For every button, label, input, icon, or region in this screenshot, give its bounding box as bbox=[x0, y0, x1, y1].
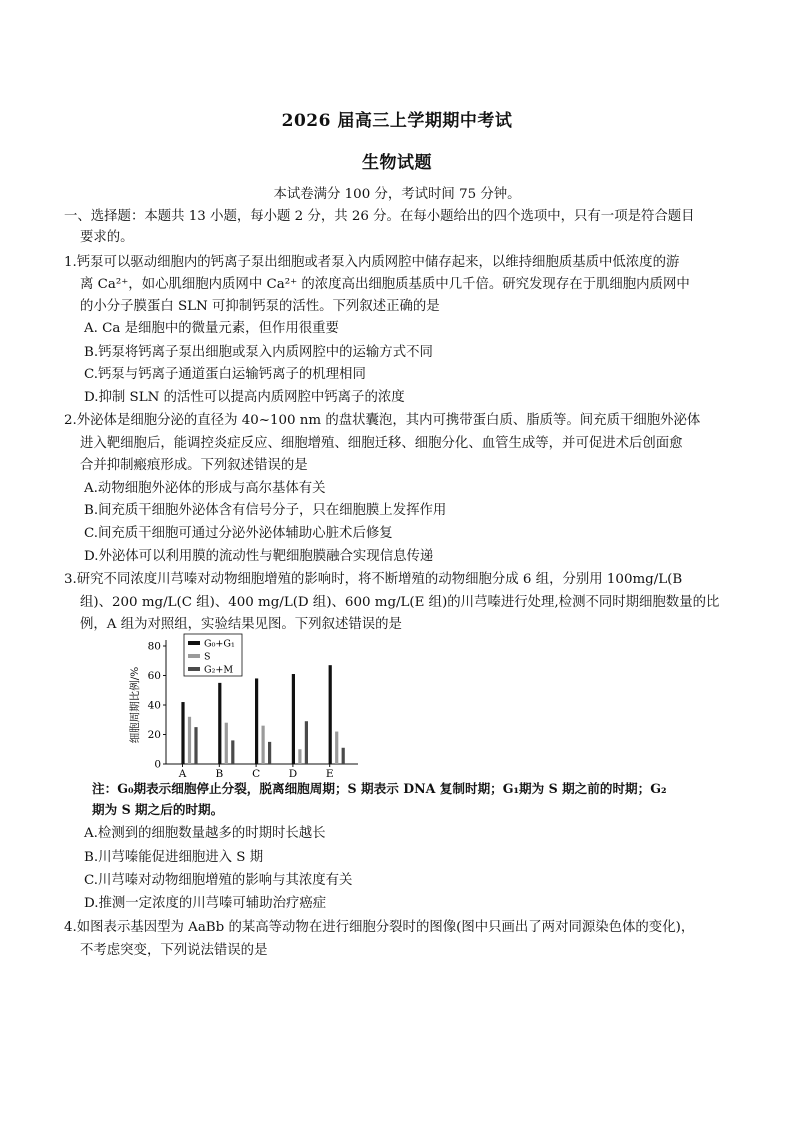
chart-y-axis-label: 细胞周期比例/% bbox=[129, 666, 141, 744]
chart-legend-label: S bbox=[204, 651, 211, 663]
chart-y-tick-label: 80 bbox=[147, 640, 161, 653]
chart-y-tick-label: 20 bbox=[147, 729, 161, 741]
chart-x-tick-label: D bbox=[288, 768, 298, 780]
q2-stem: 2.外泌体是细胞分泌的直径为 40~100 nm 的盘状囊泡，其内可携带蛋白质、脂质等。间充质干细胞外泌体 bbox=[64, 413, 701, 428]
chart-y-tick-label: 40 bbox=[147, 699, 161, 712]
chart-legend-label: G₂+M bbox=[204, 664, 234, 676]
chart-bar bbox=[225, 723, 228, 764]
q1-stem: 的小分子膜蛋白 SLN 可抑制钙泵的活性。下列叙述正确的是 bbox=[80, 299, 440, 314]
chart-x-tick-label: C bbox=[252, 768, 261, 780]
q4-stem: 不考虑突变，下列说法错误的是 bbox=[80, 943, 268, 958]
exam-info: 本试卷满分 100 分，考试时间 75 分钟。 bbox=[273, 187, 521, 202]
section-heading: 一、选择题：本题共 13 小题，每小题 2 分，共 26 分。在每小题给出的四个选项中，只有一项是符合题目 bbox=[64, 209, 695, 224]
q3-stem: 组)、200 mg/L(C 组)、400 mg/L(D 组)、600 mg/L(E 组)的川芎嗪进行处理,检测不同时期细胞数量的比 bbox=[80, 595, 720, 610]
subject-title: 生物试题 bbox=[362, 153, 432, 173]
q4-stem: 4.如图表示基因型为 AaBb 的某高等动物在进行细胞分裂时的图像(图中只画出了两对同源染色体的变化)， bbox=[64, 920, 695, 935]
q3-stem: 3.研究不同浓度川芎嗪对动物细胞增殖的影响时，将不断增殖的动物细胞分成 6 组，分别用 100mg/L(B bbox=[64, 572, 683, 587]
q3-note: 期为 S 期之后的时期。 bbox=[92, 802, 224, 817]
q3-note: 注：G₀期表示细胞停止分裂，脱离细胞周期；S 期表示 DNA 复制时期；G₁期为 S 期之前的时期；G₂ bbox=[92, 781, 667, 796]
chart-y-tick-label: 60 bbox=[147, 670, 161, 682]
chart-bar bbox=[255, 678, 258, 764]
q1-option-c: C.钙泵与钙离子通道蛋白运输钙离子的机理相同 bbox=[84, 367, 366, 382]
chart-x-tick-label: E bbox=[325, 768, 334, 780]
q2-option-b: B.间充质干细胞外泌体含有信号分子，只在细胞膜上发挥作用 bbox=[84, 503, 447, 518]
q2-stem: 合并抑制瘢痕形成。下列叙述错误的是 bbox=[80, 458, 308, 473]
q2-stem: 进入靶细胞后，能调控炎症反应、细胞增殖、细胞迁移、细胞分化、血管生成等，并可促进术后创面愈 bbox=[80, 436, 683, 451]
chart-bar bbox=[218, 683, 221, 764]
chart-bar bbox=[194, 727, 197, 764]
chart-legend-label: G₀+G₁ bbox=[204, 638, 235, 650]
q3-option-b: B.川芎嗪能促进细胞进入 S 期 bbox=[84, 850, 264, 865]
chart-bar bbox=[305, 721, 308, 764]
chart-bar bbox=[262, 726, 265, 764]
chart-legend-swatch bbox=[188, 654, 200, 658]
q1-stem: 离 Ca²⁺，如心肌细胞内质网中 Ca²⁺ 的浓度高出细胞质基质中几千倍。研究发现存在于肌细胞内质网中 bbox=[80, 277, 690, 292]
chart-x-tick-label: A bbox=[178, 768, 187, 780]
chart-bar bbox=[335, 732, 338, 764]
q1-option-b: B.钙泵将钙离子泵出细胞或泵入内质网腔中的运输方式不同 bbox=[84, 345, 433, 360]
q3-stem: 例，A 组为对照组，实验结果见图。下列叙述错误的是 bbox=[80, 617, 402, 632]
chart-legend-swatch bbox=[188, 641, 200, 645]
chart-x-tick-label: B bbox=[215, 768, 224, 780]
chart-bar bbox=[342, 748, 345, 764]
chart-svg bbox=[126, 632, 366, 780]
q3-option-d: D.推测一定浓度的川芎嗪可辅助治疗癌症 bbox=[84, 896, 327, 911]
q3-option-a: A.检测到的细胞数量越多的时期时长越长 bbox=[84, 826, 326, 841]
exam-title: 2026 届高三上学期期中考试 bbox=[281, 111, 513, 131]
chart-bar bbox=[181, 702, 184, 764]
cell-cycle-bar-chart bbox=[126, 632, 366, 780]
q2-option-a: A.动物细胞外泌体的形成与高尔基体有关 bbox=[84, 481, 326, 496]
q1-stem: 1.钙泵可以驱动细胞内的钙离子泵出细胞或者泵入内质网腔中储存起来，以维持细胞质基质中低浓度的游 bbox=[64, 255, 680, 270]
section-heading-cont: 要求的。 bbox=[80, 230, 134, 245]
chart-bar bbox=[231, 740, 234, 764]
q2-option-c: C.间充质干细胞可通过分泌外泌体辅助心脏术后修复 bbox=[84, 526, 393, 541]
chart-bar bbox=[268, 742, 271, 764]
chart-bar bbox=[188, 717, 191, 764]
q2-option-d: D.外泌体可以利用膜的流动性与靶细胞膜融合实现信息传递 bbox=[84, 549, 434, 564]
chart-bar bbox=[298, 749, 301, 764]
chart-bar bbox=[329, 665, 332, 764]
q3-option-c: C.川芎嗪对动物细胞增殖的影响与其浓度有关 bbox=[84, 873, 353, 888]
chart-y-tick-label: 0 bbox=[154, 758, 161, 771]
q1-option-a: A. Ca 是细胞中的微量元素，但作用很重要 bbox=[84, 321, 339, 336]
chart-legend-swatch bbox=[188, 667, 200, 671]
chart-bar bbox=[292, 674, 295, 764]
q1-option-d: D.抑制 SLN 的活性可以提高内质网腔中钙离子的浓度 bbox=[84, 390, 405, 405]
